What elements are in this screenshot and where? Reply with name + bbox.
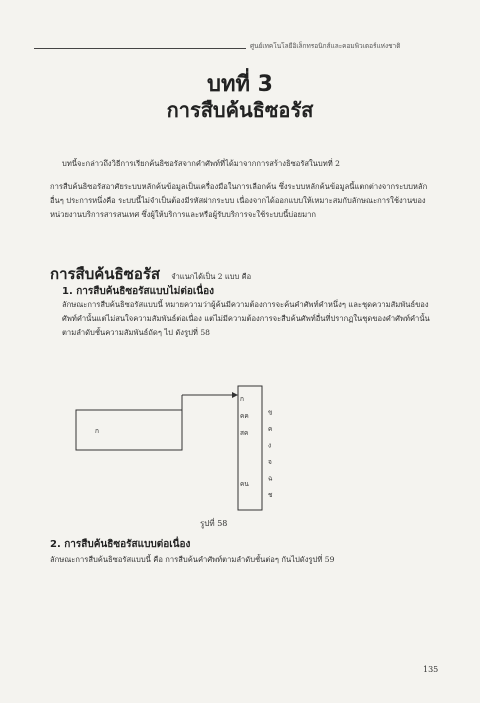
section-title: การสืบค้นธิซอรัส xyxy=(50,265,161,283)
page-number: 135 xyxy=(423,665,439,674)
subsection-1-heading: 1. การสืบค้นธิซอรัสแบบไม่ต่อเนื่อง xyxy=(62,286,215,297)
left-term-1: คค xyxy=(240,412,249,420)
right-term-3: ง xyxy=(268,441,272,450)
subsection-2-text: ลักษณะการสืบค้นธิซอรัสแบบนี้ คือ การสืบค้นคำศัพท์ตามลำดับชั้นต่อๆ กันไปดังรูปที่ 59 xyxy=(50,555,335,564)
source-box-label: ก xyxy=(95,427,99,435)
right-term-6: ช xyxy=(268,491,273,499)
source-box xyxy=(76,410,182,450)
body-paragraph: การสืบค้นธิซอรัสอาศัยระบบหลักค้นข้อมูลเป็นเครื่องมือในการเลือกค้น ซึ่งระบบหลักค้นข้อมูลนี้แตกต่างจากระบบหลักอื่นๆ ประการหนึ่งคือ ระบบนี้ไม่จำเป็นต้องมีรหัสฝากระบบ เนื่องจากได้ออกแบบให้เหมาะสมกับลักษณะการใช้งานของหน่วยงานบริการสารสนเทศ ซึ่งผู้ให้บริการและหรือผู้รับบริการจะใช้ระบบนี้บ่อยมาก xyxy=(50,182,428,219)
chapter-number: บทที่ 3 xyxy=(207,72,273,97)
right-term-4: จ xyxy=(268,458,272,466)
right-term-2: ค xyxy=(268,425,273,433)
figure-caption: รูปที่ 58 xyxy=(200,519,228,528)
intro-paragraph: บทนี้จะกล่าวถึงวิธีการเรียกค้นธิซอรัสจากคำศัพท์ที่ได้มาจากการสร้างธิซอรัสในบทที่ 2 xyxy=(62,159,341,168)
left-term-5: คน xyxy=(240,480,249,488)
term-column-right xyxy=(268,409,273,500)
chapter-title: การสืบค้นธิซอรัส xyxy=(166,98,314,122)
term-set-box xyxy=(238,386,262,510)
subsection-2-heading: 2. การสืบค้นธิซอรัสแบบต่อเนื่อง xyxy=(50,539,191,550)
right-term-5: ฉ xyxy=(268,474,273,483)
subsection-1-text: ลักษณะการสืบค้นธิซอรัสแบบนี้ หมายความว่าผู้ค้นมีความต้องการจะค้นคำศัพท์คำหนึ่งๆ และชุดความสัมพันธ์ของศัพท์คำนั้นแต่ไม่สนใจความสัมพันธ์ต่อเนื่อง แต่ไม่มีความต้องการจะสืบค้นศัพท์อื่นที่ปรากฏในชุดของคำศัพท์คำนั้นตามลำดับชั้นความสัมพันธ์ถัดๆ ไป ดังรูปที่ 58 xyxy=(62,300,430,337)
left-term-2: สค xyxy=(240,429,249,437)
term-column-left xyxy=(240,395,249,488)
running-header: ศูนย์เทคโนโลยีอิเล็กทรอนิกส์และคอมพิวเตอร์แห่งชาติ xyxy=(250,42,401,50)
arrow-head xyxy=(232,392,238,398)
left-term-0: ก xyxy=(240,395,244,403)
section-note: จำแนกได้เป็น 2 แบบ คือ xyxy=(171,272,252,281)
right-term-1: ข xyxy=(268,408,273,417)
